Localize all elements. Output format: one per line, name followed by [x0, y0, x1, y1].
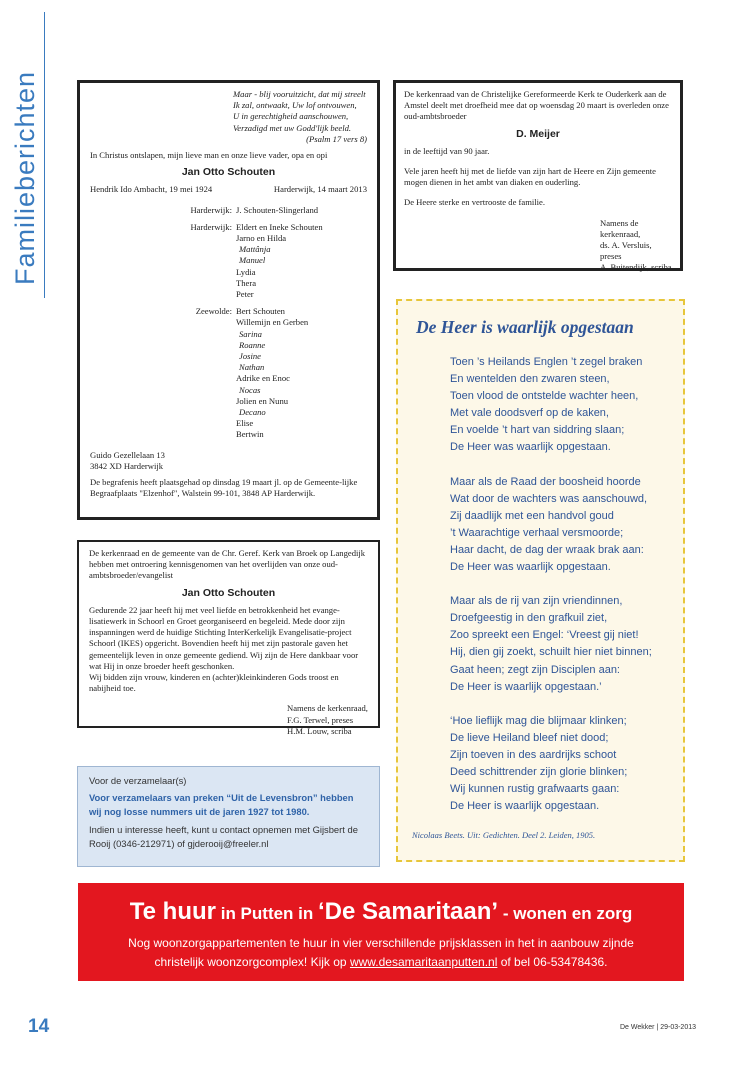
poem-stanza	[450, 713, 669, 816]
signature: Namens de kerkenraad, ds. A. Versluis, preses A. Buitendijk, scriba	[600, 217, 672, 273]
notice-intro: De kerkenraad en de gemeente van de Chr. Geref. Kerk van Broek op Langedijk hebben met ontroering kennisgenomen van het overlijden van onze oud-ambtsbroeder/evangelist	[89, 548, 366, 581]
family-member: Thera	[236, 277, 257, 288]
rental-advertisement	[78, 883, 684, 981]
poem-line: Zoo spreekt een Engel: ‘Vreest gij niet!	[450, 629, 639, 642]
poem-line: Toen ’s Heilands Englen ’t zegel braken	[450, 356, 643, 368]
family-member: Nathan	[239, 362, 265, 373]
family-member: Bertwin	[236, 429, 264, 440]
collector-heading: Voor de verzamelaar(s)	[89, 775, 187, 786]
collector-contact: Indien u interesse heeft, kunt u contact opnemen met Gijsbert de Rooij (0346-212971) of gjderooij@freeler.nl	[89, 823, 358, 849]
death-date: Harderwijk, 14 maart 2013	[273, 184, 367, 195]
family-place: Harderwijk:	[190, 204, 232, 215]
birth-date: Hendrik Ido Ambacht, 19 mei 1924	[90, 184, 213, 195]
magazine-footer: De Wekker | 29-03-2013	[620, 1024, 697, 1031]
family-list	[90, 205, 367, 441]
poem-line: ’t Waarachtige verhaal versmoorde;	[450, 526, 624, 539]
family-member: Peter	[236, 289, 254, 300]
poem-stanzas	[412, 354, 669, 815]
address: Guido Gezellelaan 13 3842 XD Harderwijk	[90, 449, 165, 471]
poem-line: De lieve Heiland bleef niet dood;	[450, 731, 609, 744]
family-member: Mattânja	[239, 244, 271, 255]
notice-body: Gedurende 22 jaar heeft hij met veel liefde en betrokkenheid het evange-lisatiewerk in Schoorl en Groet georganiseerd en begeleid. Mede door zijn inspanningen werd de huidige Stichting InterKerkelijk Evangelisatie-project Schoorl (IKES) opgericht. Bovendien heeft hij met zijn pastorale gaven het gemeentelijk leven in onze gemeente gediend. Wij zijn de Here dankbaar voor wat Hij in onze broeder heeft geschonken.	[89, 604, 359, 671]
poem-line: Hij, dien gij zoekt, schuilt hier niet binnen;	[450, 646, 652, 659]
family-member: Elise	[236, 418, 254, 429]
age: in de leeftijd van 90 jaar.	[404, 145, 490, 156]
church-notice-broek-op-langedijk	[77, 540, 380, 736]
obituary-notice-schouten	[77, 80, 380, 520]
psalm-quote: Maar - blij vooruitzicht, dat mij streelt Ik zal, ontwaakt, Uw lof ontvouwen, U in gerechtigheid aanschouwen, Verzadigd met uw Godd'lijk beeld. (Psalm 17 vers 8)	[233, 89, 367, 144]
poem-line: En voelde ’t hart van siddring slaan;	[450, 424, 625, 437]
family-member: Eldert en Ineke Schouten	[236, 221, 323, 232]
family-member: Roanne	[239, 339, 266, 350]
deceased-name: Jan Otto Schouten	[181, 166, 276, 179]
family-member: Nocas	[239, 384, 261, 395]
poem-line: Zij daadlijk met een handvol goud	[450, 509, 614, 522]
family-member: J. Schouten-Slingerland	[236, 204, 319, 215]
family-member: Willemijn en Gerben	[236, 317, 309, 328]
poem-line: Maar als de rij van zijn vriendinnen,	[450, 595, 623, 608]
collector-highlight: Voor verzamelaars van preken “Uit de Levensbron” hebben wij nog losse nummers uit de jaren 1927 tot 1980.	[89, 792, 354, 818]
life-dates	[90, 184, 367, 195]
poem-line: Wat door de wachters was aanschouwd,	[450, 492, 648, 505]
signature: Namens de kerkenraad, F.G. Terwel, preses H.M. Louw, scriba	[287, 703, 368, 736]
section-title: Familieberichten	[10, 70, 40, 286]
collector-notice	[77, 766, 380, 867]
poem-line: De Heer was waarlijk opgestaan.	[450, 441, 611, 454]
poem-line: Deed schittrender zijn glorie blinken;	[450, 765, 628, 778]
family-member: Jarno en Hilda	[236, 233, 287, 244]
family-group	[90, 306, 367, 440]
funeral-info: De begrafenis heeft plaatsgehad op dinsdag 19 maart jl. op de Gemeente-lijke Begraafplaats "Elzenhof", Walstein 99-101, 3848 AP Harderwijk.	[90, 477, 358, 499]
family-member: Decano	[239, 407, 266, 418]
family-member: Bert Schouten	[236, 306, 285, 317]
poem-line: Haar dacht, de dag der wraak brak aan:	[450, 543, 644, 556]
ad-headline: Te huur in Putten in ‘De Samaritaan’ - wonen en zorg	[129, 898, 633, 925]
notice-wish: De Heere sterke en vertrooste de familie.	[404, 197, 546, 208]
page-number: 14	[28, 1016, 50, 1037]
poem-line: Gaat heen; zegt zijn Disciplen aan:	[450, 663, 620, 676]
side-rule	[44, 12, 45, 298]
psalm-reference: (Psalm 17 vers 8)	[306, 133, 367, 144]
poem-line: Zijn toeven in des aardrijks schoot	[450, 748, 617, 761]
family-member: Josine	[239, 351, 261, 362]
family-group	[90, 205, 367, 216]
deceased-name: D. Meijer	[516, 127, 560, 140]
poem-line: Toen vlood de ontstelde wachter heen,	[450, 390, 639, 403]
family-member: Lydia	[236, 266, 256, 277]
family-member: Manuel	[239, 255, 266, 266]
poem-line: ‘Hoe lieflijk mag die blijmaar klinken;	[450, 714, 627, 727]
poem-line: Droefgeestig in den grafkuil ziet,	[450, 612, 608, 625]
family-place: Harderwijk:	[190, 221, 232, 232]
poem-stanza	[450, 593, 669, 696]
notice-intro: In Christus ontslapen, mijn lieve man en onze lieve vader, opa en opi	[90, 150, 328, 161]
ad-text: Nog woonzorgappartementen te huur in vier verschillende prijsklassen in het in aanbouw zijnde christelijk woonzorgcomplex! Kijk op www.desamaritaanputten.nl of bel 06-53478436.	[128, 936, 634, 969]
poem-line: Met vale doodsverf op de kaken,	[450, 407, 609, 420]
poem-stanza	[450, 354, 669, 457]
church-notice-ouderkerk	[393, 80, 683, 271]
family-member: Sarina	[239, 328, 262, 339]
poem-line: De Heer is waarlijk opgestaan.’	[450, 680, 602, 693]
website-link[interactable]: www.desamaritaanputten.nl	[349, 955, 498, 969]
poem-line: De Heer was waarlijk opgestaan.	[450, 561, 611, 574]
poem-title: De Heer is waarlijk opgestaan	[416, 317, 634, 337]
poem-line: Maar als de Raad der boosheid hoorde	[450, 475, 641, 488]
deceased-name: Jan Otto Schouten	[181, 586, 276, 599]
poem-stanza	[450, 474, 669, 577]
family-member: Jolien en Nunu	[236, 395, 289, 406]
family-group	[90, 222, 367, 300]
poem-line: Wij kunnen rustig grafwaarts gaan:	[450, 783, 620, 796]
poem-line: De Heer is waarlijk opgestaan.	[450, 800, 600, 813]
family-place: Zeewolde:	[195, 306, 232, 317]
notice-body-2: Wij bidden zijn vrouw, kinderen en (achter)kleinkinderen Gods troost en nabijheid toe.	[89, 672, 339, 694]
notice-body: Vele jaren heeft hij met de liefde van zijn hart de Heere en Zijn gemeente mogen dienen in het ambt van diaken en ouderling.	[404, 166, 656, 188]
poem-line: En wentelden den zwaren steen,	[450, 373, 610, 386]
notice-intro: De kerkenraad van de Christelijke Gereformeerde Kerk te Ouderkerk aan de Amstel deelt met droefheid mee dat op woensdag 20 maart is overleden onze oud-ambtsbroeder	[404, 89, 669, 122]
family-member: Adrike en Enoc	[236, 373, 290, 384]
poem-credit: Nicolaas Beets. Uit: Gedichten. Deel 2. Leiden, 1905.	[412, 830, 596, 841]
easter-poem	[396, 299, 685, 862]
